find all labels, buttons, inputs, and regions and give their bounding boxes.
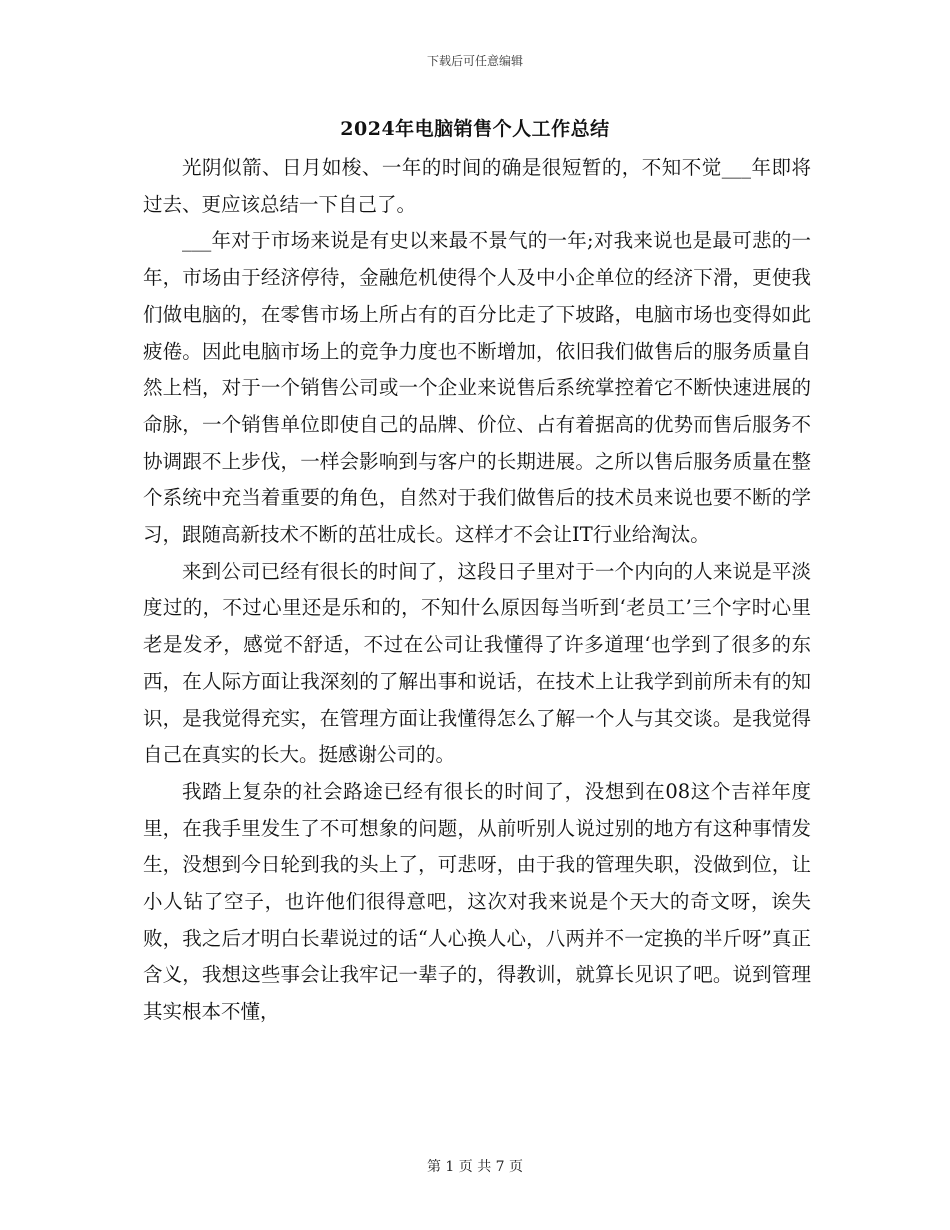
page-number: 第 1 页 共 7 页 bbox=[426, 1159, 524, 1175]
paragraph: 光阴似箭、日月如梭、一年的时间的确是很短暂的，不知不觉___年即将过去、更应该总结一下自己了。 bbox=[143, 156, 811, 216]
paragraph: ___年对于市场来说是有史以来最不景气的一年;对我来说也是最可悲的一年，市场由于经济停待，金融危机使得个人及中小企单位的经济下滑，更使我们做电脑的，在零售市场上所占有的百分比走了下坡路，电脑市场也变得如此疲倦。因此电脑市场上的竞争力度也不断增加，依旧我们做售后的服务质量自然上档，对于一个销售公司或一个企业来说售后系统掌控着它不断快速进展的命脉，一个销售单位即使自己的品牌、价位、占有着据高的优势而售后服务不协调跟不上步伐，一样会影响到与客户的长期进展。之所以售后服务质量在整个系统中充当着重要的角色，自然对于我们做售后的技术员来说也要不断的学习，跟随高新技术不断的茁壮成长。这样才不会让IT行业给淘汰。 bbox=[143, 229, 811, 547]
header-note: 下载后可任意编辑 bbox=[426, 54, 523, 68]
paragraph: 我踏上复杂的社会路途已经有很长的时间了，没想到在08这个吉祥年度里，在我手里发生了不可想象的问题，从前听别人说过别的地方有这种事情发生，没想到今日轮到我的头上了，可悲呀，由于我的管理失职，没做到位，让小人钻了空子，也许他们很得意吧，这次对我来说是个天大的奇文呀，诶失败，我之后才明白长辈说过的话“人心换人心，八两并不一定换的半斤呀”真正含义，我想这些事会让我牢记一辈子的，得教训，就算长见识了吧。说到管理其实根本不懂， bbox=[143, 779, 811, 1024]
paragraph: 来到公司已经有很长的时间了，这段日子里对于一个内向的人来说是平淡度过的，不过心里还是乐和的，不知什么原因每当听到‘老员工’三个字时心里老是发矛，感觉不舒适，不过在公司让我懂得了许多道理‘也学到了很多的东西，在人际方面让我深刻的了解出事和说话，在技术上让我学到前所未有的知识，是我觉得充实，在管理方面让我懂得怎么了解一个人与其交谈。是我觉得自己在真实的长大。挺感谢公司的。 bbox=[143, 559, 811, 767]
document-title: 2024年电脑销售个人工作总结 bbox=[340, 118, 610, 140]
document-body bbox=[143, 150, 811, 1031]
